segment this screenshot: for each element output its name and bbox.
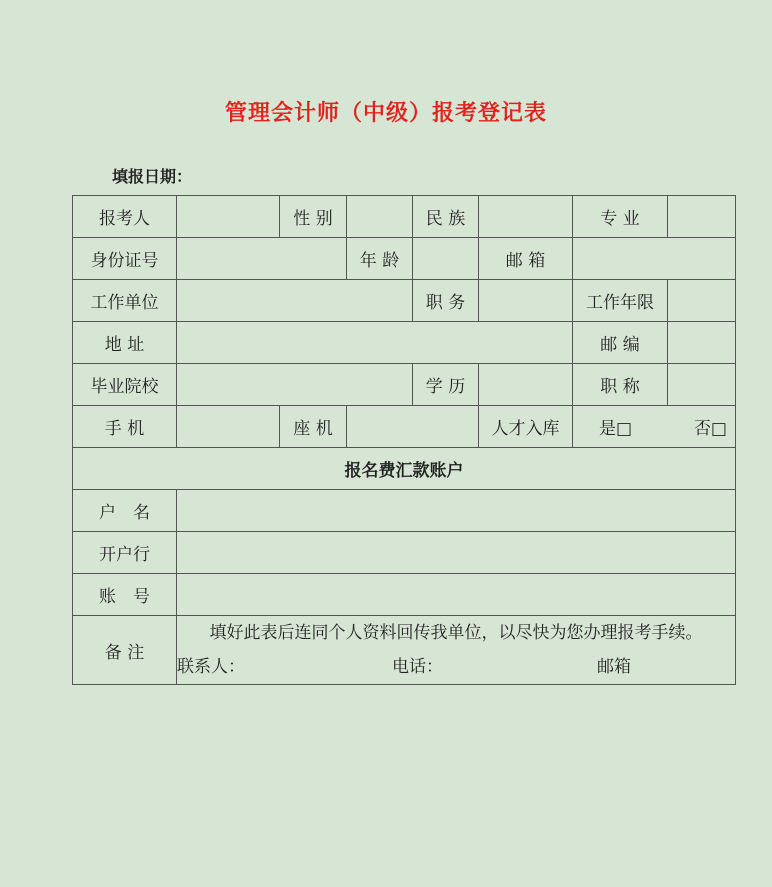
label-id-number: 身份证号	[73, 238, 177, 280]
label-years-worked: 工作年限	[573, 280, 668, 322]
form-row-bank	[73, 532, 736, 574]
talent-pool-no-checkbox[interactable]: 否□	[693, 419, 727, 439]
field-applicant[interactable]	[177, 196, 280, 238]
form-row-address	[73, 322, 736, 364]
label-postcode: 邮 编	[573, 322, 668, 364]
label-applicant: 报考人	[73, 196, 177, 238]
label-email: 邮 箱	[479, 238, 573, 280]
remarks-instruction: 填好此表后连同个人资料回传我单位，以尽快为您办理报考手续。	[209, 623, 703, 643]
label-bank: 开户行	[73, 532, 177, 574]
field-postcode[interactable]	[668, 322, 736, 364]
label-position: 职 务	[413, 280, 479, 322]
talent-pool-options	[573, 406, 736, 448]
registration-form-table	[72, 195, 736, 685]
label-education: 学 历	[413, 364, 479, 406]
field-landline[interactable]	[347, 406, 479, 448]
account-section-heading: 报名费汇款账户	[73, 448, 736, 490]
label-talent-pool: 人才入库	[479, 406, 573, 448]
field-major[interactable]	[668, 196, 736, 238]
remarks-content	[177, 616, 736, 685]
form-row-phone	[73, 406, 736, 448]
field-education[interactable]	[479, 364, 573, 406]
field-school[interactable]	[177, 364, 413, 406]
field-bank[interactable]	[177, 532, 736, 574]
field-years-worked[interactable]	[668, 280, 736, 322]
form-row-account-section	[73, 448, 736, 490]
field-email[interactable]	[573, 238, 736, 280]
label-age: 年 龄	[347, 238, 413, 280]
label-remarks: 备 注	[73, 616, 177, 685]
form-row-account-number	[73, 574, 736, 616]
label-employer: 工作单位	[73, 280, 177, 322]
talent-pool-yes-checkbox[interactable]: 是□	[599, 419, 633, 439]
label-account-number: 账 号	[73, 574, 177, 616]
field-mobile[interactable]	[177, 406, 280, 448]
label-landline: 座 机	[280, 406, 347, 448]
field-account-name[interactable]	[177, 490, 736, 532]
field-employer[interactable]	[177, 280, 413, 322]
field-position[interactable]	[479, 280, 573, 322]
form-row-id	[73, 238, 736, 280]
remarks-phone-label: 电话：	[392, 657, 443, 677]
field-account-number[interactable]	[177, 574, 736, 616]
remarks-contact-label: 联系人：	[177, 657, 245, 677]
label-account-name: 户 名	[73, 490, 177, 532]
field-address[interactable]	[177, 322, 573, 364]
label-title: 职 称	[573, 364, 668, 406]
form-row-school	[73, 364, 736, 406]
field-age[interactable]	[413, 238, 479, 280]
field-gender[interactable]	[347, 196, 413, 238]
label-address: 地 址	[73, 322, 177, 364]
form-title: 管理会计师（中级）报考登记表	[224, 100, 547, 126]
field-id-number[interactable]	[177, 238, 347, 280]
label-gender: 性 别	[280, 196, 347, 238]
label-school: 毕业院校	[73, 364, 177, 406]
form-row-remarks	[73, 616, 736, 685]
label-ethnicity: 民 族	[413, 196, 479, 238]
label-mobile: 手 机	[73, 406, 177, 448]
label-major: 专 业	[573, 196, 668, 238]
form-row-account-name	[73, 490, 736, 532]
remarks-mailbox-label: 邮箱	[597, 657, 631, 677]
form-row-applicant	[73, 196, 736, 238]
form-row-employer	[73, 280, 736, 322]
field-title[interactable]	[668, 364, 736, 406]
remarks-contact-line	[177, 650, 735, 684]
fill-date-label: 填报日期：	[112, 167, 193, 186]
field-ethnicity[interactable]	[479, 196, 573, 238]
